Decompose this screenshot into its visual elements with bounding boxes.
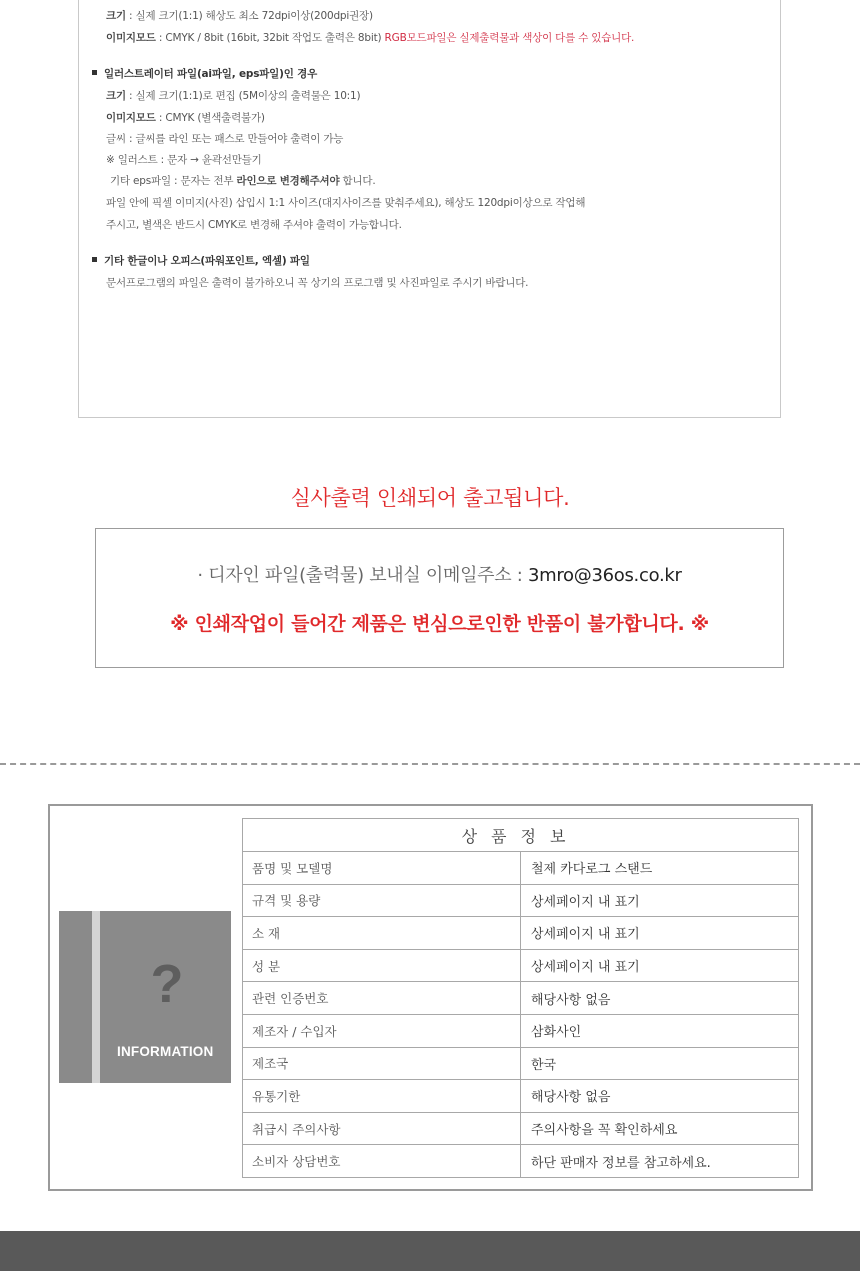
table-row xyxy=(243,1080,799,1113)
email-address: 3mro@36os.co.kr xyxy=(527,565,682,586)
illustrator-outline-line: ※ 일러스트 : 문자 → 윤곽선만들기 xyxy=(106,154,262,166)
row-value: 삼화사인 xyxy=(521,1014,799,1047)
row-value: 주의사항을 꼭 확인하세요 xyxy=(521,1112,799,1145)
illustrator-text-line: 글씨 : 글씨를 라인 또는 패스로 만들어야 출력이 가능 xyxy=(106,133,344,145)
row-key: 소 재 xyxy=(243,917,521,950)
table-row xyxy=(243,1014,799,1047)
row-value: 해당사항 없음 xyxy=(521,982,799,1015)
row-key: 성 분 xyxy=(243,949,521,982)
section-office-title: 기타 한글이나 오피스(파워포인트, 엑셀) 파일 xyxy=(92,253,310,268)
row-key: 소비자 상담번호 xyxy=(243,1145,521,1178)
email-line xyxy=(96,561,783,587)
product-info-table xyxy=(242,818,799,1178)
illustrator-size-line: 크기 : 실제 크기(1:1)로 편집 (5M이상의 출력물은 10:1) xyxy=(106,90,361,102)
row-value: 상세페이지 내 표기 xyxy=(521,949,799,982)
office-file-line: 문서프로그램의 파일은 출력이 불가하오니 꼭 상기의 프로그램 및 사진파일로 주시기 바랍니다. xyxy=(106,277,529,289)
dashed-divider xyxy=(0,763,860,765)
table-row xyxy=(243,884,799,917)
illustrator-image-mode-line: 이미지모드 : CMYK (별색출력불가) xyxy=(106,112,265,124)
row-key: 규격 및 용량 xyxy=(243,884,521,917)
row-key: 제조국 xyxy=(243,1047,521,1080)
row-value: 상세페이지 내 표기 xyxy=(521,917,799,950)
table-row xyxy=(243,1047,799,1080)
row-key: 품명 및 모델명 xyxy=(243,852,521,885)
card-stripe xyxy=(92,911,100,1083)
table-row xyxy=(243,1112,799,1145)
bullet-square-icon xyxy=(92,70,97,75)
table-title: 상품정보 xyxy=(243,819,799,852)
row-key: 취급시 주의사항 xyxy=(243,1112,521,1145)
row-value: 한국 xyxy=(521,1047,799,1080)
bullet-square-icon xyxy=(92,257,97,262)
table-row xyxy=(243,1145,799,1178)
question-mark-icon: ? xyxy=(150,954,184,1014)
table-row xyxy=(243,949,799,982)
rgb-warning-text: RGB모드파일은 실제출력물과 색상이 다를 수 있습니다. xyxy=(384,32,635,44)
email-label: · 디자인 파일(출력물) 보내실 이메일주소 : xyxy=(197,565,528,586)
section-illustrator-title: 일러스트레이터 파일(ai파일, eps파일)인 경우 xyxy=(92,66,317,81)
row-key: 관련 인증번호 xyxy=(243,982,521,1015)
table-row xyxy=(243,982,799,1015)
table-row xyxy=(243,852,799,885)
row-value: 해당사항 없음 xyxy=(521,1080,799,1113)
email-notice-box xyxy=(95,528,784,668)
pixel-image-line: 파일 안에 픽셀 이미지(사진) 삽입시 1:1 사이즈(대지사이즈를 맞춰주세요), 해상도 120dpi이상으로 작업해 xyxy=(106,197,586,209)
spot-color-line: 주시고, 별색은 반드시 CMYK로 변경해 주셔야 출력이 가능합니다. xyxy=(106,219,402,231)
print-notice-title: 실사출력 인쇄되어 출고됩니다. xyxy=(290,486,570,510)
row-value: 철제 카다로그 스탠드 xyxy=(521,852,799,885)
guide-size-line: 크기 : 실제 크기(1:1) 해상도 최소 72dpi이상(200dpi권장) xyxy=(106,10,373,22)
row-key: 유통기한 xyxy=(243,1080,521,1113)
table-row xyxy=(243,917,799,950)
no-return-warning: ※ 인쇄작업이 들어간 제품은 변심으로인한 반품이 불가합니다. ※ xyxy=(170,613,709,635)
row-value: 상세페이지 내 표기 xyxy=(521,884,799,917)
guide-image-mode-line: 이미지모드 : CMYK / 8bit (16bit, 32bit 작업도 출력은 8bit) RGB모드파일은 실제출력물과 색상이 다를 수 있습니다. xyxy=(106,32,635,44)
footer-bar xyxy=(0,1231,860,1271)
table-header-row xyxy=(243,819,799,852)
row-key: 제조자 / 수입자 xyxy=(243,1014,521,1047)
information-label: INFORMATION xyxy=(117,1044,214,1059)
information-card xyxy=(59,911,231,1083)
eps-file-line: 기타 eps파일 : 문자는 전부 라인으로 변경해주셔야 합니다. xyxy=(110,175,376,187)
row-value: 하단 판매자 정보를 참고하세요. xyxy=(521,1145,799,1178)
